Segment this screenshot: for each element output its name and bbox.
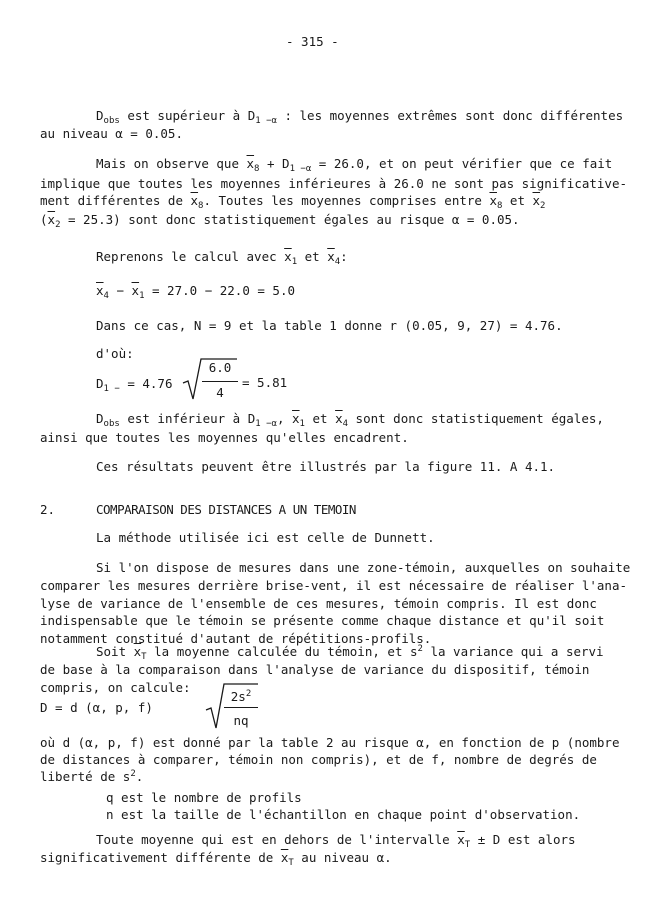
subscript: 8 [198,201,204,211]
text: Reprenons le calcul avec [96,249,285,264]
text: la variance qui a servi [422,644,604,659]
fraction-numerator: 6.0 [208,360,232,375]
subscript: 1 −α [255,116,277,126]
text: Soit [96,644,134,659]
text: = 4.76 [119,376,173,391]
text: . [135,769,144,784]
paragraph-line: d'où: [96,346,134,361]
text: = 26.0, et on peut vérifier que ce fait [311,156,613,171]
text: ment différentes de [40,193,191,208]
paragraph-line: comparer les mesures derrière brise-vent, il est nécessaire de réaliser l'ana- [40,578,627,593]
superscript: 2 [417,644,423,654]
paragraph-line [96,832,576,850]
paragraph-line [40,769,143,784]
equation-result: = 5.81 [242,375,288,390]
text: D [96,411,104,426]
text: : [340,249,348,264]
text: et [502,193,533,208]
paragraph-line: notamment constitué d'autant de répétitions-profils. [40,631,432,646]
text: sont donc statistiquement égales, [348,411,604,426]
mean-symbol: $\overline{x}$ [532,193,541,208]
equation: D = d (α, p, f) [40,700,153,715]
subscript: 1 [291,257,298,267]
paragraph-line: implique que toutes les moyennes inférieures à 26.0 ne sont pas significative- [40,176,627,191]
paragraph-line [96,411,604,429]
definition-line: q est le nombre de profils [106,790,302,805]
fraction-bar [202,381,238,382]
text: la moyenne calculée du témoin, et s [146,644,418,659]
fraction-numerator [224,689,258,704]
page-number: - 315 - [286,34,339,49]
subscript: 1 −α [255,419,277,429]
subscript: 4 [103,291,109,301]
section-title: COMPARAISON DES DISTANCES A UN TEMOIN [96,502,356,517]
paragraph-line: Si l'on dispose de mesures dans une zone-témoin, auxquelles on souhaite [96,560,631,575]
text: au niveau α. [293,850,392,865]
text: , [276,411,293,426]
equation [96,283,295,301]
text: significativement différente de [40,850,281,865]
text: liberté de s [40,769,131,784]
paragraph-line: au niveau α = 0.05. [40,126,183,141]
paragraph-line: de distances à comparer, témoin non compris), et de f, nombre de degrés de [40,752,597,767]
mean-symbol: $\overline{x}$ [284,249,292,264]
subscript: obs [103,419,120,429]
subscript: 2 [540,201,546,211]
paragraph-line: lyse de variance de l'ensemble de ces mesures, témoin compris. Il est donc [40,596,597,611]
paragraph-line: Dans ce cas, N = 9 et la table 1 donne r (0.05, 9, 27) = 4.76. [96,318,563,333]
text: ± D est alors [470,832,576,847]
superscript: 2 [245,689,252,699]
paragraph-line: compris, on calcule: [40,680,191,695]
subscript: 4 [334,257,341,267]
text: Mais on observe que [96,156,247,171]
mean-symbol: $\overline{x}$ [280,850,289,865]
paragraph-line [40,850,392,868]
paragraph-line [96,249,348,267]
equation [96,376,172,394]
subscript: T [141,652,147,662]
subscript: 4 [342,419,349,429]
mean-symbol: $\overline{x}$ [457,832,465,847]
text: 2s [230,689,246,704]
text: ( [40,212,48,227]
mean-symbol: $\overline{x}$ [327,249,335,264]
paragraph-line [96,644,604,662]
mean-symbol: $\overline{x}$ [246,156,255,171]
subscript: 1 −α [289,164,312,174]
subscript: obs [103,116,120,126]
text: − [108,283,132,298]
fraction-bar [224,707,258,708]
mean-symbol: $\overline{x}$ [131,283,140,298]
paragraph-line: où d (α, p, f) est donné par la table 2 au risque α, en fonction de p (nombre [40,735,620,750]
subscript: T [288,858,294,868]
text: est supérieur à D [119,108,256,123]
subscript: 2 [55,220,61,230]
definition-line: n est la taille de l'échantillon en chaque point d'observation. [106,807,581,822]
mean-symbol: $\overline{x}$ [489,193,497,208]
text: = 25.3) sont donc statistiquement égales au risque α = 0.05. [60,212,520,227]
mean-symbol: $\overline{x}$ [133,644,142,659]
text: + D [259,156,290,171]
text: D [96,108,104,123]
subscript: 1 − [103,384,120,394]
mean-symbol: $\overline{x}$ [190,193,199,208]
mean-symbol: $\overline{x}$ [292,411,300,426]
fraction-denominator: nq [233,713,249,728]
text: = 27.0 − 22.0 = 5.0 [144,283,295,298]
mean-symbol: $\overline{x}$ [47,212,56,227]
text: et [297,249,328,264]
mean-symbol: $\overline{x}$ [335,411,343,426]
text: . Toutes les moyennes comprises entre [203,193,490,208]
subscript: 1 [139,291,145,301]
superscript: 2 [130,769,136,779]
text: D [96,376,104,391]
fraction-denominator: 4 [216,385,224,400]
mean-symbol: $\overline{x}$ [96,283,104,298]
text: : les moyennes extrêmes sont donc différentes [276,108,624,123]
paragraph-line [40,193,545,211]
text: est inférieur à D [119,411,256,426]
section-number: 2. [40,502,56,517]
paragraph-line: Ces résultats peuvent être illustrés par la figure 11. A 4.1. [96,459,556,474]
subscript: 8 [254,164,260,174]
paragraph-line: indispensable que le témoin se présente comme chaque distance et qu'il soit [40,613,605,628]
paragraph-line [40,212,520,230]
paragraph-line: de base à la comparaison dans l'analyse de variance du dispositif, témoin [40,662,590,677]
text: Toute moyenne qui est en dehors de l'intervalle [96,832,458,847]
paragraph-line [96,156,612,174]
subscript: 1 [299,419,305,429]
paragraph-line [96,108,623,126]
subscript: 8 [496,201,503,211]
paragraph-line: La méthode utilisée ici est celle de Dunnett. [96,530,435,545]
text: et [304,411,336,426]
paragraph-line: ainsi que toutes les moyennes qu'elles encadrent. [40,430,409,445]
subscript: T [464,840,471,850]
